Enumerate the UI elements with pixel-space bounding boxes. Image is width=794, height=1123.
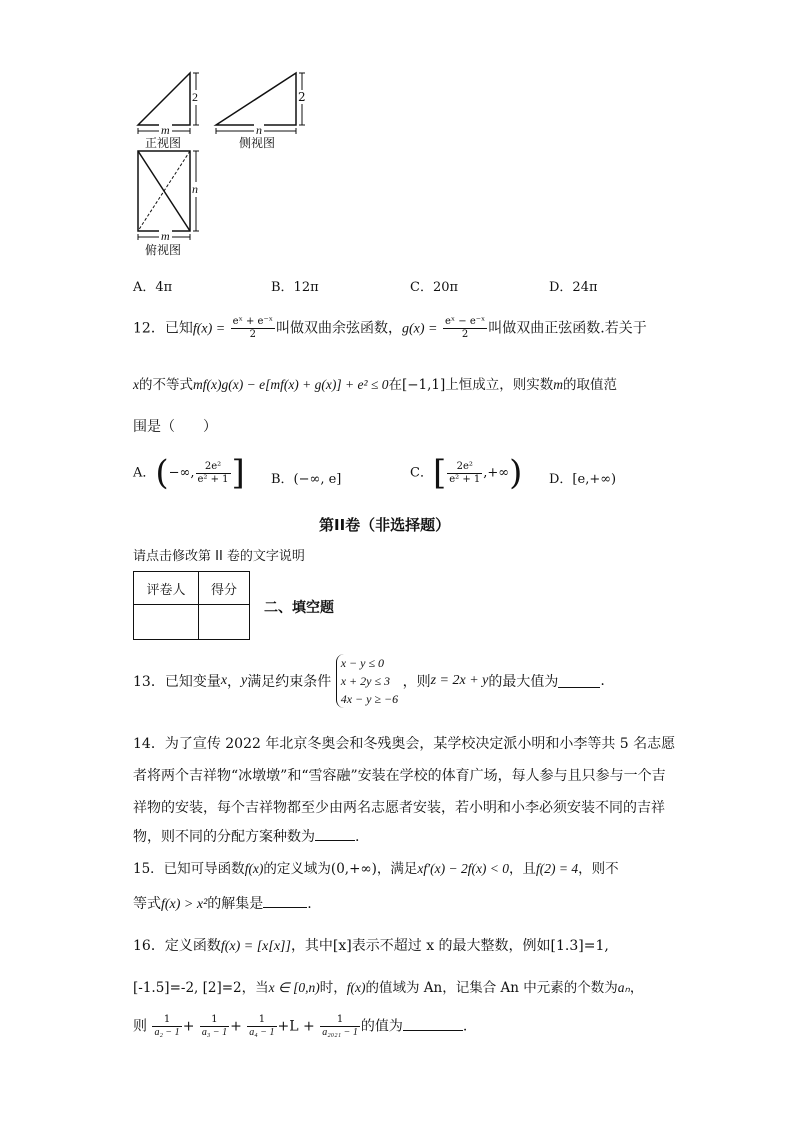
q12-line-3: 围是（ ）	[133, 419, 217, 435]
q12-line-2: x的不等式mf(x)g(x) − e[mf(x) + g(x)] + e² ≤ 0在[−1,1]上恒成立，则实数m的取值范	[133, 377, 618, 393]
score-table-header-score: 得分	[199, 572, 250, 605]
score-table-score-cell[interactable]	[199, 605, 250, 640]
q16-answer-blank[interactable]	[403, 1018, 463, 1031]
q11-option-c[interactable]: C．20π	[410, 280, 459, 295]
q15-line-1: 15．已知可导函数f(x)的定义域为(0,+∞)，满足xf′(x) − 2f(x) < 0，且f(2) = 4，则不	[133, 861, 619, 877]
q12-option-b[interactable]: B．(−∞, e]	[271, 472, 342, 487]
front-dim-m: m	[161, 123, 170, 137]
side-dim-2: 2	[298, 90, 306, 104]
q13-line: 13．已知变量x，y满足约束条件 x − y ≤ 0 x + 2y ≤ 3 4x − y ≥ −6 ，则z = 2x + y的最大值为 .	[133, 656, 605, 706]
q15-answer-blank[interactable]	[263, 895, 307, 908]
q16-line-2: [-1.5]=-2, [2]=2，当x ∈ [0,n)时，f(x)的值域为 An，记集合 An 中元素的个数为aₙ，	[133, 980, 644, 996]
q14-line-3: 祥物的安装，每个吉祥物都至少由两名志愿者安装，若小明和小李必须安装不同的吉祥	[133, 800, 665, 816]
side-dim-n: n	[256, 123, 262, 137]
q12-line-1: 12．已知f(x) = $\frac{\text{eˣ + e⁻ˣ}}{2}$ 叫做双曲余弦函数，g(x) = $\frac{\text{eˣ − e⁻ˣ}}{2}$ 叫做双曲正弦函数.若关于	[133, 316, 647, 340]
front-view	[138, 73, 190, 125]
sinh-fraction: $\frac{\text{eˣ − e⁻ˣ}}{2}$	[444, 316, 486, 340]
score-table-grader-cell[interactable]	[134, 605, 199, 640]
q15-line-2: 等式f(x) > x²的解集是 .	[133, 896, 312, 912]
q14-answer-blank[interactable]	[315, 828, 355, 841]
front-view-label: 正视图	[145, 136, 182, 150]
top-view-label: 俯视图	[145, 243, 182, 257]
side-view-label: 侧视图	[239, 136, 276, 150]
score-table-header-grader: 评卷人	[134, 572, 199, 605]
q13-answer-blank[interactable]	[558, 675, 600, 688]
top-dim-n: n	[192, 182, 198, 196]
q14-line-2: 者将两个吉祥物“冰墩墩”和“雪容融”安装在学校的体育广场，每人参与且只参与一个吉	[133, 768, 666, 784]
part2-title: 第II卷（非选择题）	[319, 516, 451, 534]
q12-option-a[interactable]: A．(−∞, $\frac{\text{2e²}}{\text{e² + 1}}$ ]	[133, 453, 245, 493]
constraint-system: x − y ≤ 0 x + 2y ≤ 3 4x − y ≥ −6	[336, 654, 398, 708]
part2-note[interactable]: 请点击修改第 II 卷的文字说明	[133, 549, 305, 564]
side-view	[216, 73, 296, 125]
q14-line-1: 14．为了宣传 2022 年北京冬奥会和冬残奥会，某学校决定派小明和小李等共 5 名志愿	[133, 736, 676, 752]
section-fill-in: 二、填空题	[264, 600, 334, 616]
cosh-fraction: $\frac{\text{eˣ + e⁻ˣ}}{2}$	[232, 316, 273, 340]
q11-option-b[interactable]: B．12π	[271, 280, 319, 295]
q12-option-c[interactable]: C．[ $\frac{\text{2e²}}{\text{e² + 1}}$ ,+∞)	[410, 453, 523, 493]
q16-line-1: 16．定义函数f(x) = [x[x]]，其中[x]表示不超过 x 的最大整数，例如[1.3]=1,	[133, 938, 609, 954]
q11-option-d[interactable]: D．24π	[549, 280, 598, 295]
q12-option-d[interactable]: D．[e,+∞)	[549, 472, 617, 487]
front-dim-2: 2	[192, 90, 198, 104]
top-dim-m: m	[161, 229, 170, 243]
q16-line-3: 则 $\frac{1}{\text{a₂ − 1}}$ + $\frac{1}{\text{a₃ − 1}}$ + $\frac{1}{\text{a₄ − 1}}$ +L + $\frac{1}{\text{a₂₀₂₁ − 1}}$ 的值为 .	[133, 1014, 468, 1038]
q14-line-4: 物，则不同的分配方案种数为 .	[133, 829, 360, 845]
q11-option-a[interactable]: A．4π	[133, 280, 173, 295]
score-table	[133, 571, 250, 640]
